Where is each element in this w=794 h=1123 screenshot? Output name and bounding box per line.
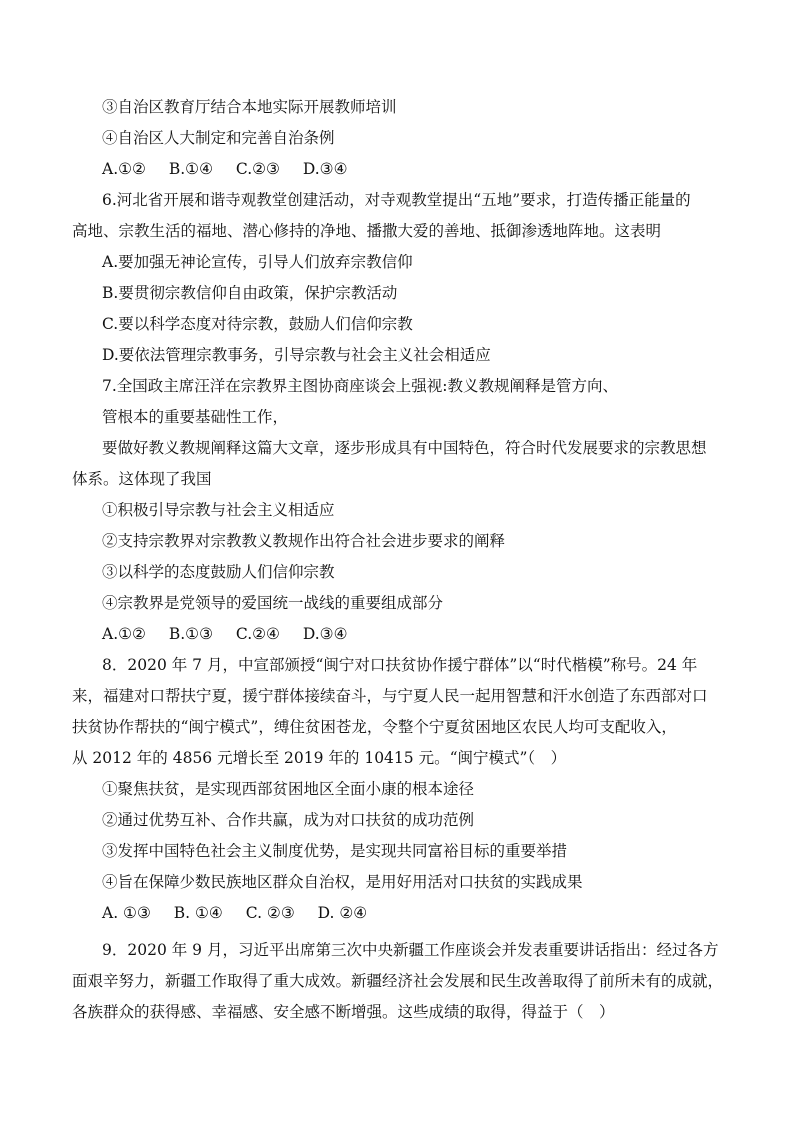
q6-option-b: B.要贯彻宗教信仰自由政策，保护宗教活动 [102, 284, 398, 302]
q8-option-2: ②通过优势互补、合作共赢，成为对口扶贫的成功范例 [102, 811, 475, 829]
q7-stem-line4: 体系。这体现了我国 [72, 470, 212, 488]
q7-choice-d: D.③④ [302, 625, 348, 643]
q8-option-1: ①聚焦扶贫，是实现西部贫困地区全面小康的根本途径 [102, 780, 475, 798]
q5-choice-a: A.①② [102, 160, 146, 178]
q7-option-3: ③以科学的态度鼓励人们信仰宗教 [102, 563, 335, 581]
q8-choice-d: D. ②④ [317, 904, 368, 922]
q6-stem-line1: 6.河北省开展和谐寺观教堂创建活动，对寺观教堂提出“五地”要求，打造传播正能量的 [102, 191, 691, 209]
q7-stem-line2: 管根本的重要基础性工作， [102, 408, 289, 426]
q8-stem-line1: 8．2020 年 7 月，中宣部颁授“闽宁对口扶贫协作援宁群体”以“时代楷模”称号。24 年 [102, 656, 698, 674]
q6-option-d: D.要依法管理宗教事务，引导宗教与社会主义社会相适应 [102, 346, 491, 364]
q8-option-4: ④旨在保障少数民族地区群众自治权，是用好用活对口扶贫的实践成果 [102, 873, 583, 891]
q7-option-2: ②支持宗教界对宗教教义教规作出符合社会进步要求的阐释 [102, 532, 506, 550]
q8-option-3: ③发挥中国特色社会主义制度优势，是实现共同富裕目标的重要举措 [102, 842, 568, 860]
q9-stem-line1: 9．2020 年 9 月，习近平出席第三次中央新疆工作座谈会并发表重要讲话指出：经过各方 [102, 941, 719, 959]
q8-choice-b: B. ①④ [173, 904, 223, 922]
q8-choice-a: A. ①③ [102, 904, 151, 922]
q6-option-a: A.要加强无神论宣传，引导人们放弃宗教信仰 [102, 253, 413, 271]
q8-choice-c: C. ②③ [245, 904, 295, 922]
q7-stem-line3: 要做好教义教规阐释这篇大文章，逐步形成具有中国特色，符合时代发展要求的宗教思想 [102, 439, 707, 457]
q7-choice-b: B.①③ [168, 625, 213, 643]
q5-choice-b: B.①④ [168, 160, 213, 178]
q5-choice-c: C.②③ [235, 160, 280, 178]
q8-stem-line4: 从 2012 年的 4856 元增长至 2019 年的 10415 元。“闽宁模式”（ ） [72, 749, 567, 767]
q6-stem-line2: 高地、宗教生活的福地、潜心修持的净地、播撒大爱的善地、抵御渗透地阵地。这表明 [72, 222, 662, 240]
q9-stem-line3: 各族群众的获得感、幸福感、安全感不断增强。这些成绩的取得，得益于（ ） [72, 1003, 615, 1021]
q8-stem-line3: 扶贫协作帮扶的“闽宁模式”，缚住贫困苍龙，令整个宁夏贫困地区农民人均可支配收入， [72, 718, 677, 736]
q5-answer-choices [102, 159, 365, 179]
q9-stem-line2: 面艰辛努力，新疆工作取得了重大成效。新疆经济社会发展和民生改善取得了前所未有的成就， [72, 972, 724, 990]
q7-choice-a: A.①② [102, 625, 146, 643]
q5-choice-d: D.③④ [302, 160, 348, 178]
q5-option-4: ④自治区人大制定和完善自治条例 [102, 129, 335, 147]
q8-answer-choices [102, 903, 385, 923]
q7-stem-line1: 7.全国政主席汪洋在宗教界主图协商座谈会上强视:教义教规阐释是管方向、 [102, 377, 619, 395]
q7-answer-choices [102, 624, 365, 644]
q5-option-3: ③自治区教育厅结合本地实际开展教师培训 [102, 98, 397, 116]
q7-choice-c: C.②④ [235, 625, 280, 643]
q6-option-c: C.要以科学态度对待宗教，鼓励人们信仰宗教 [102, 315, 413, 333]
q7-option-1: ①积极引导宗教与社会主义相适应 [102, 501, 335, 519]
q8-stem-line2: 来，福建对口帮扶宁夏，援宁群体接续奋斗，与宁夏人民一起用智慧和汗水创造了东西部对口 [72, 687, 708, 705]
q7-option-4: ④宗教界是党领导的爱国统一战线的重要组成部分 [102, 594, 444, 612]
